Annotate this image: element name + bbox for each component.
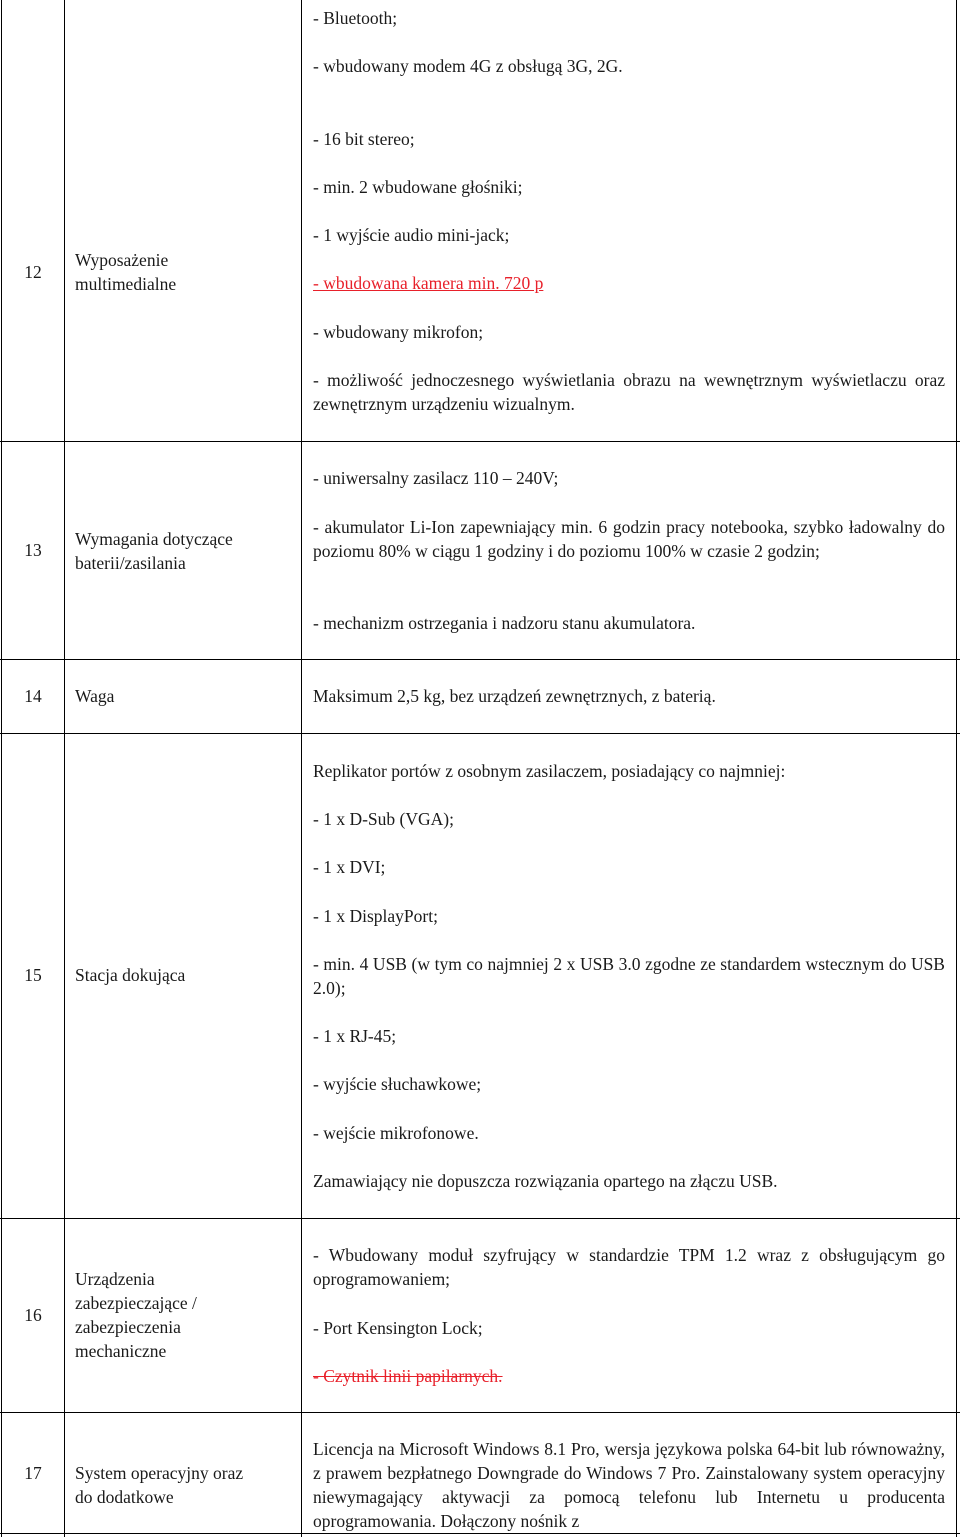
row-category: Waga [75,686,115,706]
row-number: 17 [24,1463,42,1483]
list-item: - min. 4 USB (w tym co najmniej 2 x USB 3.0 zgodne ze standardem wstecznym do USB 2.0); [313,954,945,998]
column-divider-2 [301,0,302,1537]
row-divider [0,733,960,734]
list-item: - Wbudowany moduł szyfrujący w standardzie TPM 1.2 wraz z obsługującym go oprogramowaniem; [313,1245,945,1289]
list-item-struck: - Czytnik linii papilarnych. [313,1366,503,1386]
list-item: - wyjście słuchawkowe; [313,1074,482,1094]
row-divider [0,659,960,660]
list-item: - akumulator Li-Ion zapewniający min. 6 godzin pracy notebooka, szybko ładowalny do poziomu 80% w ciągu 1 godziny i do poziomu 100% w czasie 2 godzin; [313,517,945,561]
category-line: baterii/zasilania [75,553,186,573]
list-item: - Port Kensington Lock; [313,1318,483,1338]
category-line: System operacyjny oraz [75,1463,244,1483]
category-line: mechaniczne [75,1341,167,1361]
row-text: Licencja na Microsoft Windows 8.1 Pro, wersja językowa polska 64-bit lub równoważny, z prawem bezpłatnego Downgrade do Windows 7 Pro. Zainstalowany system operacyjny niewymagający aktywacji za pomocą telefonu lub Internetu u producenta oprogramowania. Dołączony nośnik z [313,1439,945,1531]
row-number: 13 [24,540,42,560]
row-number: 16 [24,1305,42,1325]
list-item: - wejście mikrofonowe. [313,1123,479,1143]
table-border-bottom [0,1533,960,1534]
category-line: Urządzenia [75,1269,155,1289]
list-item: - uniwersalny zasilacz 110 – 240V; [313,468,559,488]
list-item: - 16 bit stereo; [313,129,415,149]
list-item: - możliwość jednoczesnego wyświetlania obrazu na wewnętrznym wyświetlaczu oraz zewnętrznym urządzeniu wizualnym. [313,370,945,414]
row-number: 15 [24,965,42,985]
list-item: - 1 x DVI; [313,857,386,877]
category-line: multimedialne [75,274,177,294]
list-item: - mechanizm ostrzegania i nadzoru stanu akumulatora. [313,613,696,633]
list-item: Replikator portów z osobnym zasilaczem, posiadający co najmniej: [313,761,786,781]
row-number: 14 [24,686,42,706]
list-item: - 1 x RJ-45; [313,1026,397,1046]
category-line: zabezpieczające / [75,1293,197,1313]
list-item: Zamawiający nie dopuszcza rozwiązania opartego na złączu USB. [313,1171,778,1191]
row-category [75,527,233,575]
row-divider [0,1412,960,1413]
row-divider [0,441,960,442]
row-divider [0,1218,960,1219]
row-number: 12 [24,262,42,282]
category-line: zabezpieczenia [75,1317,181,1337]
list-item-highlighted: - wbudowana kamera min. 720 p [313,273,544,293]
list-item: - 1 wyjście audio mini-jack; [313,225,510,245]
table-border-right [956,0,957,1537]
list-item: - wbudowany mikrofon; [313,322,484,342]
row-category [75,1267,197,1363]
row-category [75,1461,243,1509]
list-item: - 1 x DisplayPort; [313,906,438,926]
list-item: - min. 2 wbudowane głośniki; [313,177,523,197]
list-item: - 1 x D-Sub (VGA); [313,809,454,829]
category-line: Wymagania dotyczące [75,529,233,549]
category-line: do dodatkowe [75,1487,174,1507]
list-item: - wbudowany modem 4G z obsługą 3G, 2G. [313,56,623,76]
row-text: Maksimum 2,5 kg, bez urządzeń zewnętrznych, z baterią. [313,686,716,706]
category-line: Wyposażenie [75,250,169,270]
row-category [75,248,176,296]
list-item: - Bluetooth; [313,8,398,28]
row-category: Stacja dokująca [75,965,186,985]
